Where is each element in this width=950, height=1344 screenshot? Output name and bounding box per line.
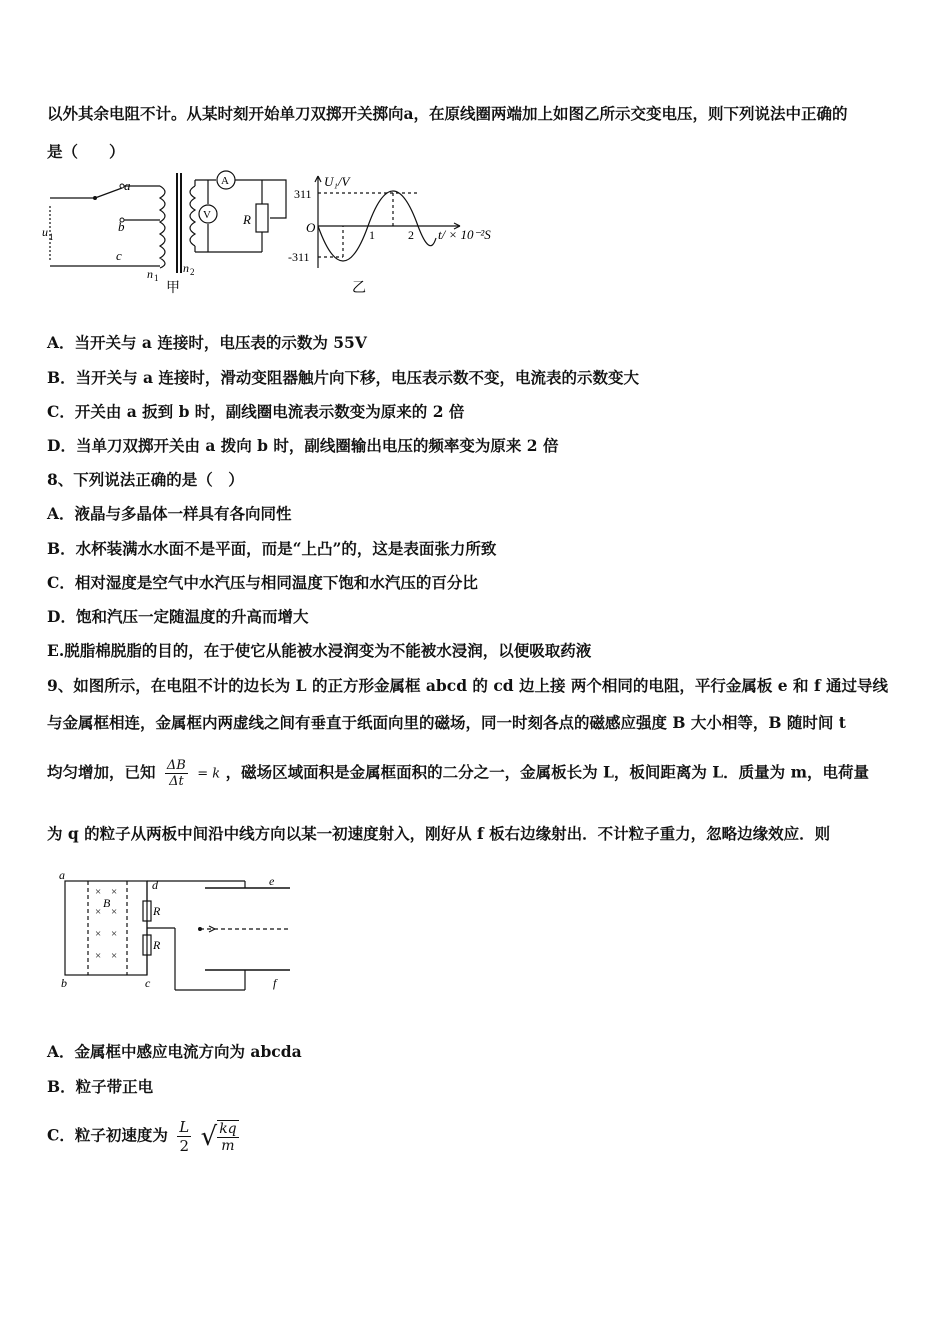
intro-line-1: 以外其余电阻不计。从某时刻开始单刀双掷开关掷向a，在原线圈两端加上如图乙所示交变电压，则下列说法中正确的 bbox=[47, 104, 848, 123]
q9-line-1: 9、如图所示，在电阻不计的边长为 L 的正方形金属框 abcd 的 cd 边上接 两个相同的电阻，平行金属板 e 和 f 通过导线 bbox=[47, 676, 889, 695]
svg-text:×: × bbox=[111, 928, 118, 940]
fig1-y-max: 311 bbox=[294, 187, 312, 201]
frac-denominator: Δt bbox=[169, 774, 184, 789]
q7-option-b: B．当开关与 a 连接时，滑动变阻器触片向下移，电压表示数不变，电流表的示数变大 bbox=[47, 368, 639, 387]
svg-text:×: × bbox=[111, 886, 118, 898]
intro-line-2: 是（ ） bbox=[47, 142, 125, 161]
svg-text:×: × bbox=[95, 906, 102, 918]
svg-text:×: × bbox=[95, 886, 102, 898]
fig1-label-u1-sub: 1 bbox=[49, 232, 54, 242]
frac-l: L bbox=[179, 1118, 190, 1136]
q9-line-3-end: ，磁场区域面积是金属框面积的二分之一，金属板长为 L，板间距离为 L．质量为 m，电荷量 bbox=[225, 762, 869, 782]
q9-option-c bbox=[47, 1118, 243, 1155]
q9-option-c-text: C．粒子初速度为 bbox=[47, 1125, 168, 1145]
fig1-label-n2-sub: 2 bbox=[190, 267, 195, 277]
fig1-caption-right: 乙 bbox=[352, 281, 366, 296]
q9-option-a: A．金属框中感应电流方向为 abcda bbox=[47, 1042, 302, 1061]
frac-equals-k: = k bbox=[197, 766, 221, 782]
frame-plates-figure bbox=[55, 865, 315, 995]
q8-option-a: A．液晶与多晶体一样具有各向同性 bbox=[47, 504, 292, 523]
transformer-figure bbox=[40, 168, 520, 298]
fig2-label-r1: R bbox=[153, 904, 161, 918]
q9-line-3 bbox=[47, 758, 869, 789]
svg-text:×: × bbox=[95, 950, 102, 962]
q9-option-b: B．粒子带正电 bbox=[47, 1077, 154, 1096]
l-over-2 bbox=[177, 1118, 191, 1155]
q9-line-2: 与金属框相连，金属框内两虚线之间有垂直于纸面向里的磁场，同一时刻各点的磁感应强度 B 大小相等，B 随时间 t bbox=[47, 713, 846, 732]
svg-text:×: × bbox=[111, 950, 118, 962]
fig1-label-c: c bbox=[116, 248, 122, 263]
q9-line-4: 为 q 的粒子从两板中间沿中线方向以某一初速度射入，刚好从 f 板右边缘射出．不计粒子重力，忽略边缘效应．则 bbox=[47, 824, 831, 843]
q8-stem: 8、下列说法正确的是（ ） bbox=[47, 470, 244, 489]
q9-line-3-start: 均匀增加，已知 bbox=[47, 762, 156, 782]
fig2-label-r2: R bbox=[153, 938, 161, 952]
frac-2: 2 bbox=[179, 1137, 189, 1155]
fig1-label-voltmeter: V bbox=[203, 209, 211, 221]
q7-option-a: A．当开关与 a 连接时，电压表的示数为 55V bbox=[47, 333, 367, 352]
frac-m: m bbox=[221, 1137, 235, 1154]
q8-option-e: E.脱脂棉脱脂的目的，在于使它从能被水浸润变为不能被水浸润，以便吸取药液 bbox=[47, 641, 592, 660]
q7-option-d: D．当单刀双掷开关由 a 拨向 b 时，副线圈输出电压的频率变为原来 2 倍 bbox=[47, 436, 559, 455]
fig1-label-u1: u bbox=[42, 225, 48, 239]
fig2-label-c: c bbox=[145, 976, 151, 990]
frac-numerator: ΔB bbox=[166, 758, 186, 773]
kq-over-m bbox=[217, 1120, 238, 1154]
delta-b-over-delta-t bbox=[165, 758, 188, 789]
fig2-label-b-field: B bbox=[103, 896, 111, 910]
frac-kq: kq bbox=[219, 1120, 237, 1137]
q7-option-c: C．开关由 a 扳到 b 时，副线圈电流表示数变为原来的 2 倍 bbox=[47, 402, 465, 421]
fig1-y-axis-label: U₁/V bbox=[324, 174, 350, 189]
fig1-label-a: a bbox=[124, 178, 131, 193]
fig1-tick-1: 1 bbox=[369, 228, 375, 242]
fig2-label-a: a bbox=[59, 868, 65, 882]
fig1-label-n1-sub: 1 bbox=[154, 273, 159, 283]
fig1-caption-left: 甲 bbox=[166, 281, 180, 296]
svg-text:×: × bbox=[111, 906, 118, 918]
sqrt-sign: √ bbox=[200, 1121, 218, 1152]
q8-option-b: B．水杯装满水水面不是平面，而是“上凸”的，这是表面张力所致 bbox=[47, 539, 497, 558]
q8-option-c: C．相对湿度是空气中水汽压与相同温度下饱和水汽压的百分比 bbox=[47, 573, 478, 592]
fig2-label-f: f bbox=[273, 976, 277, 990]
fig1-tick-2: 2 bbox=[408, 228, 414, 242]
svg-text:×: × bbox=[95, 928, 102, 940]
fig1-label-b: b bbox=[118, 219, 125, 234]
fig2-label-b: b bbox=[61, 976, 67, 990]
fig1-y-min: -311 bbox=[288, 250, 310, 264]
fig1-x-axis-label: t/ × 10⁻²S bbox=[438, 227, 491, 242]
fig2-label-e: e bbox=[269, 874, 275, 888]
fig1-label-n2: n bbox=[183, 261, 189, 275]
fig1-label-ammeter: A bbox=[221, 175, 229, 187]
fig1-origin: O bbox=[306, 220, 316, 235]
fig1-label-resistor: R bbox=[243, 212, 251, 227]
fig1-label-n1: n bbox=[147, 267, 153, 281]
fig2-label-d: d bbox=[152, 878, 158, 892]
q8-option-d: D．饱和汽压一定随温度的升高而增大 bbox=[47, 607, 309, 626]
